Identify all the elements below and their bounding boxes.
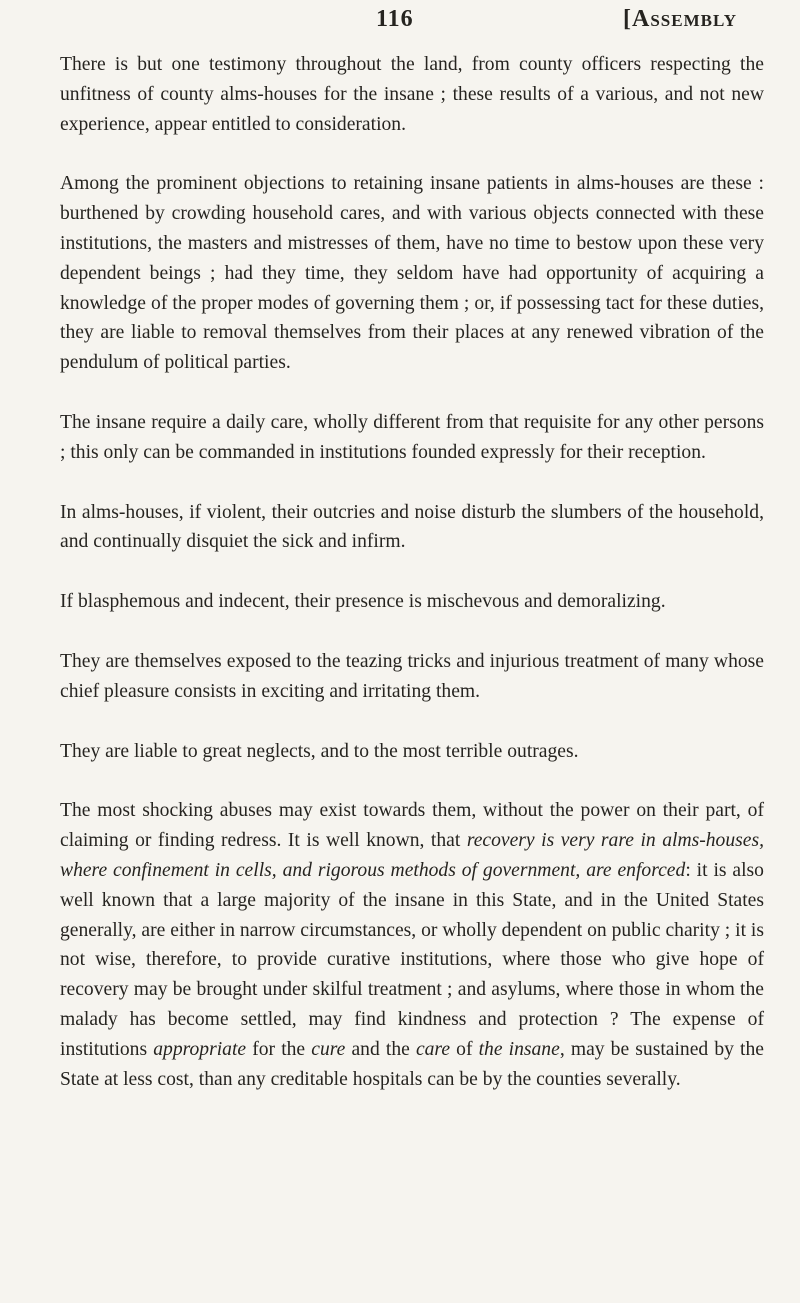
paragraph-7: They are liable to great neglects, and to the most terrible outrages. xyxy=(60,740,579,762)
paragraph-8-italic-5: the insane xyxy=(478,1038,560,1060)
paragraph-8-text-4: and the xyxy=(345,1038,416,1060)
paragraph-8-italic-4: care xyxy=(415,1038,451,1060)
paragraph-8 xyxy=(60,796,764,1094)
page-header xyxy=(0,0,800,40)
paragraph-8-text-3: for the xyxy=(246,1038,312,1060)
paragraph-8-italic-2: appropriate xyxy=(153,1038,247,1060)
paragraph-4: In alms-houses, if violent, their outcries and noise disturb the slumbers of the household, and continually disquiet the sick and infirm. xyxy=(60,501,764,553)
running-head: [Assembly xyxy=(623,6,738,32)
paragraph-3: The insane require a daily care, wholly different from that requisite for any other persons ; this only can be commanded in institutions founded expressly for their reception. xyxy=(60,411,764,463)
paragraph-8-italic-3: cure xyxy=(311,1038,346,1060)
body-text xyxy=(60,50,764,1094)
paragraph-2: Among the prominent objections to retaining insane patients in alms-houses are these : burthened by crowding household cares, and with various objects connected with these institutions, the masters and mistresses of them, have no time to bestow upon these very dependent beings ; had they time, they seldom have had opportunity of acquiring a knowledge of the proper modes of governing them ; or, if possessing tact for these duties, they are liable to removal themselves from their places at any renewed vibration of the pendulum of political parties. xyxy=(60,173,764,374)
paragraph-1: There is but one testimony throughout the land, from county officers respecting the unfitness of county alms-houses for the insane ; these results of a various, and not new experience, appear entitled to consideration. xyxy=(60,54,764,135)
paragraph-8-text-1: The most shocking abuses may exist towards them, without the power on their part, of claiming or finding redress. It is well known, that xyxy=(60,800,764,852)
paragraph-5: If blasphemous and indecent, their presence is mischevous and demoralizing. xyxy=(60,591,666,613)
page-number: 116 xyxy=(376,6,414,32)
paragraph-8-text-5: of xyxy=(450,1038,479,1060)
paragraph-8-italic-1: recovery is very rare in alms-houses, where confinement in cells, and rigorous methods of government, are enforced xyxy=(60,830,764,881)
paragraph-8-text-2: : it is also well known that a large majority of the insane in this State, and in the United States generally, are either in narrow circumstances, or wholly dependent on public charity ; it is not wise, therefore, to provide curative institutions, where those who give hope of recovery may be brought under skilful treatment ; and asylums, where those in whom the malady has become settled, may find kindness and protection ? The expense of institutions xyxy=(60,859,764,1060)
paragraph-8-text-6: , may be sustained by the State at less cost, than any creditable hospitals can be by the counties severally. xyxy=(60,1038,764,1090)
paragraph-6: They are themselves exposed to the teazing tricks and injurious treatment of many whose chief pleasure consists in exciting and irritating them. xyxy=(60,650,764,702)
